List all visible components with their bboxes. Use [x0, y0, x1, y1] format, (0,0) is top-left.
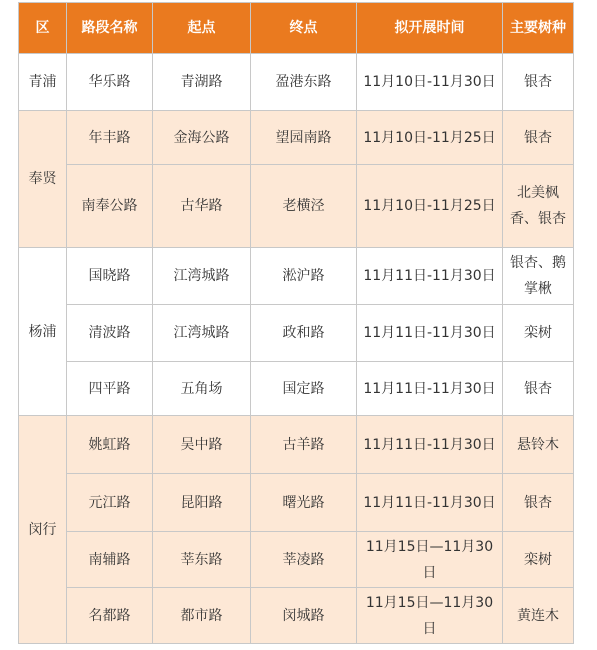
start-cell: 青湖路: [153, 54, 251, 111]
tree-schedule-table-container: [18, 2, 574, 644]
start-cell: 吴中路: [153, 416, 251, 474]
tree-cell: 银杏: [503, 54, 574, 111]
end-cell: 老横泾: [251, 165, 357, 248]
table-row: [19, 305, 574, 362]
start-cell: 江湾城路: [153, 305, 251, 362]
end-cell: 国定路: [251, 362, 357, 416]
tree-cell: 栾树: [503, 532, 574, 588]
tree-cell: 黄连木: [503, 588, 574, 644]
time-cell: 11月10日-11月30日: [357, 54, 503, 111]
table-row: [19, 248, 574, 305]
road-cell: 名都路: [67, 588, 153, 644]
time-cell: 11月10日-11月25日: [357, 111, 503, 165]
table-row: [19, 362, 574, 416]
tree-cell: 银杏: [503, 474, 574, 532]
end-cell: 曙光路: [251, 474, 357, 532]
road-cell: 南辅路: [67, 532, 153, 588]
time-cell: 11月11日-11月30日: [357, 362, 503, 416]
time-cell: 11月11日-11月30日: [357, 416, 503, 474]
start-cell: 五角场: [153, 362, 251, 416]
tree-cell: 北美枫香、银杏: [503, 165, 574, 248]
start-cell: 古华路: [153, 165, 251, 248]
table-row: [19, 165, 574, 248]
road-cell: 元江路: [67, 474, 153, 532]
road-cell: 清波路: [67, 305, 153, 362]
tree-cell: 悬铃木: [503, 416, 574, 474]
header-start-point: 起点: [153, 3, 251, 54]
time-cell: 11月11日-11月30日: [357, 305, 503, 362]
table-row: [19, 416, 574, 474]
district-cell: 青浦: [19, 54, 67, 111]
table-row: [19, 588, 574, 644]
start-cell: 莘东路: [153, 532, 251, 588]
header-main-tree-species: 主要树种: [503, 3, 574, 54]
end-cell: 政和路: [251, 305, 357, 362]
road-cell: 华乐路: [67, 54, 153, 111]
end-cell: 淞沪路: [251, 248, 357, 305]
time-cell: 11月15日—11月30日: [357, 532, 503, 588]
end-cell: 望园南路: [251, 111, 357, 165]
road-cell: 国晓路: [67, 248, 153, 305]
district-cell: 杨浦: [19, 248, 67, 416]
time-cell: 11月10日-11月25日: [357, 165, 503, 248]
end-cell: 莘凌路: [251, 532, 357, 588]
start-cell: 昆阳路: [153, 474, 251, 532]
tree-cell: 栾树: [503, 305, 574, 362]
end-cell: 盈港东路: [251, 54, 357, 111]
table-row: [19, 474, 574, 532]
table-body: [19, 54, 574, 644]
table-row: [19, 532, 574, 588]
tree-cell: 银杏: [503, 362, 574, 416]
header-road-name: 路段名称: [67, 3, 153, 54]
time-cell: 11月15日—11月30日: [357, 588, 503, 644]
road-cell: 南奉公路: [67, 165, 153, 248]
road-cell: 姚虹路: [67, 416, 153, 474]
road-cell: 四平路: [67, 362, 153, 416]
district-cell: 奉贤: [19, 111, 67, 248]
end-cell: 古羊路: [251, 416, 357, 474]
header-row: [19, 3, 574, 54]
time-cell: 11月11日-11月30日: [357, 248, 503, 305]
start-cell: 江湾城路: [153, 248, 251, 305]
district-cell: 闵行: [19, 416, 67, 644]
header-planned-time: 拟开展时间: [357, 3, 503, 54]
start-cell: 都市路: [153, 588, 251, 644]
header-end-point: 终点: [251, 3, 357, 54]
end-cell: 闵城路: [251, 588, 357, 644]
table-row: [19, 111, 574, 165]
start-cell: 金海公路: [153, 111, 251, 165]
road-cell: 年丰路: [67, 111, 153, 165]
time-cell: 11月11日-11月30日: [357, 474, 503, 532]
tree-schedule-table: [18, 2, 574, 644]
tree-cell: 银杏: [503, 111, 574, 165]
tree-cell: 银杏、鹅掌楸: [503, 248, 574, 305]
header-district: 区: [19, 3, 67, 54]
table-row: [19, 54, 574, 111]
